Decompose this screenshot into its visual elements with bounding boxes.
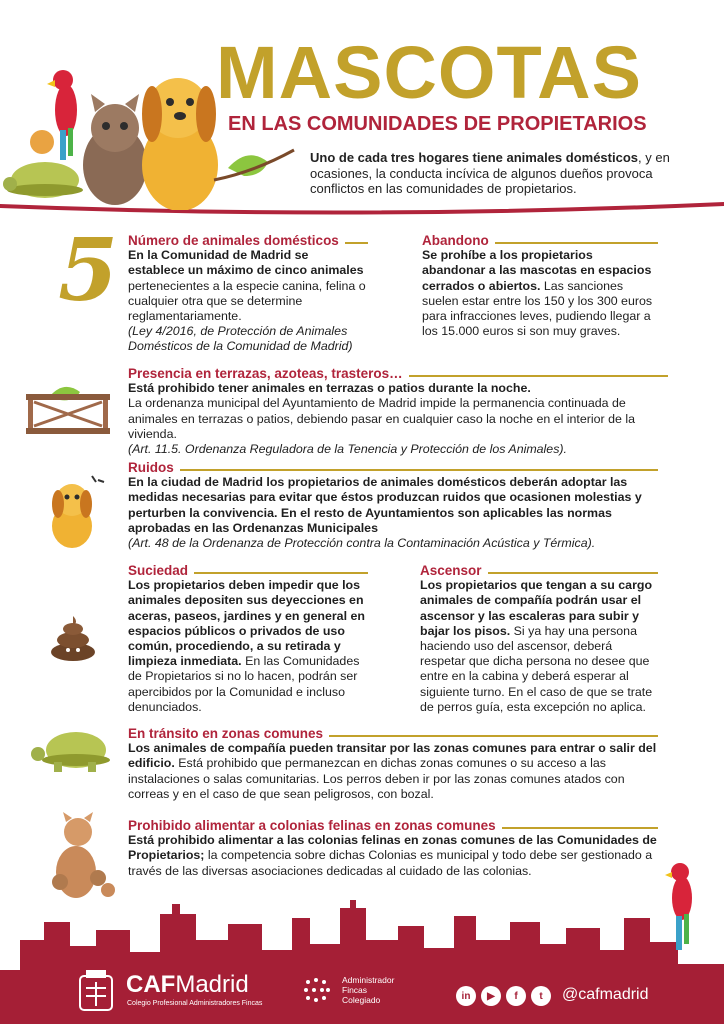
page-subtitle: EN LAS COMUNIDADES DE PROPIETARIOS bbox=[228, 113, 647, 135]
section-text: Si ya hay una persona haciendo uso del ascensor, deberá respetar que dicha persona no desee que entre en la cabina y deberá esperar al siguiente turno. En el caso de que se trate de perros guía, esta excepción no aplica. bbox=[420, 623, 653, 714]
number-five-icon bbox=[58, 230, 118, 310]
youtube-icon[interactable]: ▶ bbox=[481, 986, 501, 1006]
section-bold: En la Comunidad de Madrid se establece un máximo de cinco animales bbox=[128, 248, 364, 278]
section-title: Ascensor bbox=[420, 563, 658, 578]
section-title: Prohibido alimentar a colonias felinas en zonas comunes bbox=[128, 818, 658, 833]
dog-icon bbox=[142, 78, 218, 210]
intro-bold: Uno de cada tres hogares tiene animales domésticos bbox=[310, 150, 639, 165]
brand-subtitle: Colegio Profesional Administradores Fincas bbox=[127, 1000, 263, 1007]
section-suciedad bbox=[128, 563, 368, 715]
linkedin-icon[interactable]: in bbox=[456, 986, 476, 1006]
section-ruidos bbox=[128, 460, 658, 551]
section-ascensor bbox=[420, 563, 658, 715]
section-numero bbox=[128, 233, 368, 355]
page-title: MASCOTAS bbox=[216, 31, 642, 114]
intro-rest: , y en ocasiones, la conducta incívica de algunos dueños provoca conflictos en las comunidades de propietarios. bbox=[310, 150, 670, 196]
admin-label: Administrador Fincas Colegiado bbox=[342, 975, 395, 1005]
social-links bbox=[456, 986, 551, 1006]
intro-text bbox=[310, 150, 710, 197]
facebook-icon[interactable]: f bbox=[506, 986, 526, 1006]
social-handle[interactable]: @cafmadrid bbox=[562, 986, 649, 1003]
section-text: pertenecientes a la especie canina, felina o cualquier otra que se determine reglamentariamente. bbox=[128, 278, 366, 324]
section-bold: En la ciudad de Madrid los propietarios de animales domésticos deberán adoptar las medidas necesarias para evitar que éstos produzcan ruidos que ocasionen molestias y perturben la convivencia. En el resto de Ayuntamientos son aplicables las normas aprobadas en las Ordenanzas Municipales bbox=[128, 475, 642, 535]
section-bold: Los animales de compañía pueden transitar por las zonas comunes para entrar o salir del edificio. bbox=[128, 741, 657, 771]
section-title: Suciedad bbox=[128, 563, 368, 578]
section-text: la competencia sobre dichas Colonias es municipal y todo debe ser gestionado a través de las diversas asociaciones dedicadas al cuidado de las colonias. bbox=[128, 848, 653, 878]
svg-text:5: 5 bbox=[58, 230, 118, 310]
section-bold: Está prohibido alimentar a las colonias felinas en zonas comunes de las Comunidades de Propietarios; bbox=[128, 833, 657, 863]
pets-illustration bbox=[0, 50, 300, 210]
section-abandono bbox=[422, 233, 658, 339]
chameleon-icon bbox=[214, 150, 294, 180]
brand-logo[interactable]: CAFMadrid bbox=[126, 971, 249, 998]
section-title: Abandono bbox=[422, 233, 658, 248]
twitter-icon[interactable]: t bbox=[531, 986, 551, 1006]
section-presencia bbox=[128, 366, 668, 457]
section-title: Número de animales domésticos bbox=[128, 233, 368, 248]
section-reference: (Ley 4/2016, de Protección de Animales Domésticos de la Comunidad de Madrid) bbox=[128, 324, 353, 354]
poop-icon bbox=[48, 612, 98, 662]
section-bold: Se prohíbe a los propietarios abandonar a las mascotas en espacios cerrados o abiertos. bbox=[422, 248, 652, 293]
section-bold: Los propietarios que tengan a su cargo animales de compañía podrán usar el ascensor y las escaleras para subir y bajar los pisos. bbox=[420, 578, 653, 638]
section-reference: (Art. 11.5. Ordenanza Reguladora de la Tenencia y Protección de los Animales). bbox=[128, 442, 567, 457]
section-bold: Está prohibido tener animales en terrazas o patios durante la noche. bbox=[128, 381, 531, 396]
section-colonias bbox=[128, 818, 658, 879]
section-title: Ruidos bbox=[128, 460, 658, 475]
turtle-icon bbox=[3, 162, 83, 198]
section-transito bbox=[128, 726, 658, 802]
section-text: Está prohibido que permanezcan en dichas zonas comunes o su acceso a las instalaciones o salas comunitarias. Los perros deben ir por las zonas comunes atados con correas y en el caso de que sean peligrosos, con bozal. bbox=[128, 756, 625, 801]
section-text: En las Comunidades de Propietarios si no lo hacen, podrán ser apercibidos por la Comunidad e incluso denunciados. bbox=[128, 654, 360, 714]
parrot-icon bbox=[662, 858, 702, 958]
section-bold: Los propietarios deben impedir que los animales depositen sus deyecciones en aceras, paseos, jardines y en general en espacios públicos o privados de uso común, procediendo, a su retirada y limpieza inmediata. bbox=[128, 578, 365, 669]
cat-icon bbox=[83, 94, 147, 205]
turtle-icon bbox=[30, 720, 116, 776]
section-reference: (Art. 48 de la Ordenanza de Protección contra la Contaminación Acústica y Térmica). bbox=[128, 536, 596, 551]
hamster-icon bbox=[30, 130, 54, 154]
dotted-globe-icon bbox=[298, 972, 334, 1008]
section-text: Las sanciones suelen estar entre los 150 y los 300 euros para infracciones leves, pudiendo llegar a los 15.000 euros si son muy graves. bbox=[422, 278, 653, 339]
section-text: La ordenanza municipal del Ayuntamiento de Madrid impide la permanencia continuada de animales en terrazas o patios, debiendo pasar en cualquier caso la noche en el interior de la vivienda. bbox=[128, 396, 635, 441]
section-title: En tránsito en zonas comunes bbox=[128, 726, 658, 741]
cat-colony-icon bbox=[46, 812, 122, 902]
terrace-railing-icon bbox=[20, 372, 116, 438]
section-title: Presencia en terrazas, azoteas, trasteros… bbox=[128, 366, 668, 381]
caf-shield-logo-icon bbox=[72, 968, 120, 1018]
barking-dog-icon bbox=[40, 470, 106, 550]
